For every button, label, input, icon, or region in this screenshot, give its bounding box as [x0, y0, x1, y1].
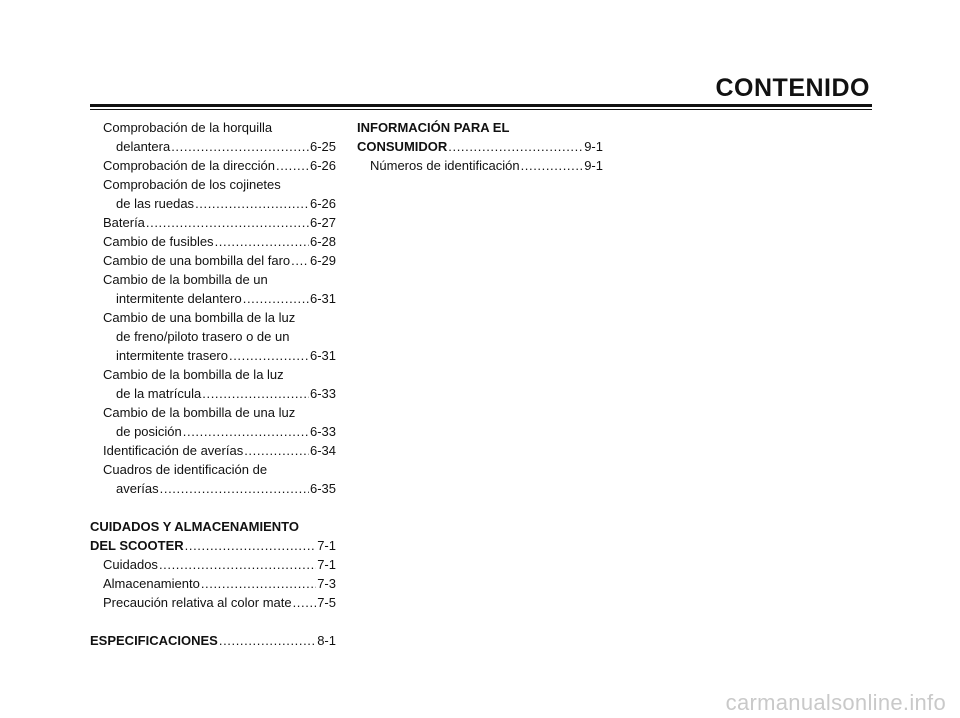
leader-dots [244, 441, 309, 460]
toc-entry-label: Cambio de la bombilla de la luz [103, 367, 284, 382]
toc-right-column [357, 118, 603, 175]
header-rule [90, 104, 872, 107]
toc-section-label: CUIDADOS Y ALMACENAMIENTO [90, 519, 299, 534]
toc-entry-label: Identificación de averías [103, 443, 244, 458]
toc-entry-label: Números de identificación [370, 158, 520, 173]
toc-entry[interactable] [90, 194, 336, 213]
spacer [90, 612, 336, 631]
toc-section-label: CONSUMIDOR [357, 139, 448, 154]
toc-entry[interactable] [90, 346, 336, 365]
toc-entry[interactable] [90, 403, 336, 422]
leader-dots [219, 631, 316, 650]
toc-entry-page: 6-26 [309, 196, 336, 211]
leader-dots [201, 574, 316, 593]
leader-dots [146, 213, 309, 232]
toc-entry-label: Batería [103, 215, 145, 230]
toc-entry[interactable] [90, 156, 336, 175]
toc-entry-label: intermitente delantero [116, 291, 242, 306]
leader-dots [202, 384, 309, 403]
toc-entry-label: delantera [116, 139, 171, 154]
toc-entry[interactable] [90, 213, 336, 232]
toc-entry-label: Cambio de una bombilla del faro [103, 253, 291, 268]
toc-left-column [90, 118, 336, 650]
toc-entry[interactable] [357, 156, 603, 175]
leader-dots [448, 137, 583, 156]
toc-entry[interactable] [90, 308, 336, 327]
toc-entry[interactable] [90, 251, 336, 270]
toc-entry[interactable] [90, 479, 336, 498]
toc-entry[interactable] [90, 441, 336, 460]
toc-entry-label: Cambio de una bombilla de la luz [103, 310, 296, 325]
toc-entry[interactable] [90, 270, 336, 289]
toc-section-heading[interactable] [90, 631, 336, 650]
leader-dots [185, 536, 317, 555]
toc-entry[interactable] [90, 555, 336, 574]
toc-section-heading[interactable] [357, 137, 603, 156]
toc-entry-page: 6-28 [309, 234, 336, 249]
toc-entry[interactable] [90, 289, 336, 308]
toc-entry-page: 7-3 [317, 576, 336, 591]
leader-dots [276, 156, 309, 175]
toc-entry[interactable] [90, 384, 336, 403]
leader-dots [159, 555, 316, 574]
toc-entry-page: 7-1 [317, 538, 336, 553]
toc-entry[interactable] [90, 175, 336, 194]
leader-dots [195, 194, 309, 213]
toc-entry-label: Cambio de la bombilla de una luz [103, 405, 296, 420]
toc-entry-page: 6-31 [309, 348, 336, 363]
toc-entry[interactable] [90, 118, 336, 137]
page-title: CONTENIDO [715, 74, 870, 102]
leader-dots [521, 156, 584, 175]
toc-entry[interactable] [90, 137, 336, 156]
toc-entry-page: 6-27 [309, 215, 336, 230]
toc-entry-page: 8-1 [317, 633, 336, 648]
toc-entry-label: Cambio de la bombilla de un [103, 272, 268, 287]
leader-dots [291, 251, 309, 270]
toc-entry-page: 6-35 [309, 481, 336, 496]
toc-entry[interactable] [90, 365, 336, 384]
toc-entry-page: 6-33 [309, 424, 336, 439]
toc-entry-label: Cuadros de identificación de [103, 462, 268, 477]
leader-dots [183, 422, 309, 441]
toc-entry-page: 6-31 [309, 291, 336, 306]
toc-entry-page: 9-1 [584, 158, 603, 173]
toc-entry-page: 6-34 [309, 443, 336, 458]
toc-entry-page: 6-25 [309, 139, 336, 154]
toc-entry[interactable] [90, 574, 336, 593]
watermark: carmanualsonline.info [725, 690, 946, 715]
toc-entry[interactable] [90, 232, 336, 251]
toc-entry-page: 6-33 [309, 386, 336, 401]
leader-dots [243, 289, 309, 308]
header-rule-thin [90, 109, 872, 110]
toc-entry-page: 7-1 [317, 557, 336, 572]
toc-entry-page: 6-26 [309, 158, 336, 173]
toc-entry-label: Precaución relativa al color mate [103, 595, 292, 610]
toc-entry-label: Comprobación de la horquilla [103, 120, 273, 135]
toc-section-heading[interactable] [90, 517, 336, 536]
toc-entry-label: de las ruedas [116, 196, 195, 211]
toc-entry-page: 6-29 [309, 253, 336, 268]
toc-entry[interactable] [90, 593, 336, 612]
toc-entry-label: Comprobación de los cojinetes [103, 177, 281, 192]
leader-dots [229, 346, 309, 365]
toc-entry-label: Cuidados [103, 557, 158, 572]
spacer [90, 498, 336, 517]
toc-entry-label: Almacenamiento [103, 576, 200, 591]
toc-section-heading[interactable] [90, 536, 336, 555]
toc-entry-label: Comprobación de la dirección [103, 158, 275, 173]
toc-entry-label: Cambio de fusibles [103, 234, 214, 249]
toc-section-label: ESPECIFICACIONES [90, 633, 218, 648]
toc-entry-label: intermitente trasero [116, 348, 228, 363]
leader-dots [293, 593, 317, 612]
toc-section-heading[interactable] [357, 118, 603, 137]
toc-entry-label: de posición [116, 424, 182, 439]
toc-section-label: INFORMACIÓN PARA EL [357, 120, 510, 135]
toc-section-label: DEL SCOOTER [90, 538, 184, 553]
toc-entry-label: averías [116, 481, 159, 496]
toc-entry[interactable] [90, 422, 336, 441]
toc-entry[interactable] [90, 460, 336, 479]
toc-entry-label: de freno/piloto trasero o de un [116, 329, 290, 344]
leader-dots [160, 479, 309, 498]
toc-entry[interactable] [90, 327, 336, 346]
leader-dots [171, 137, 309, 156]
toc-entry-page: 7-5 [317, 595, 336, 610]
toc-entry-page: 9-1 [584, 139, 603, 154]
toc-entry-label: de la matrícula [116, 386, 202, 401]
leader-dots [215, 232, 309, 251]
